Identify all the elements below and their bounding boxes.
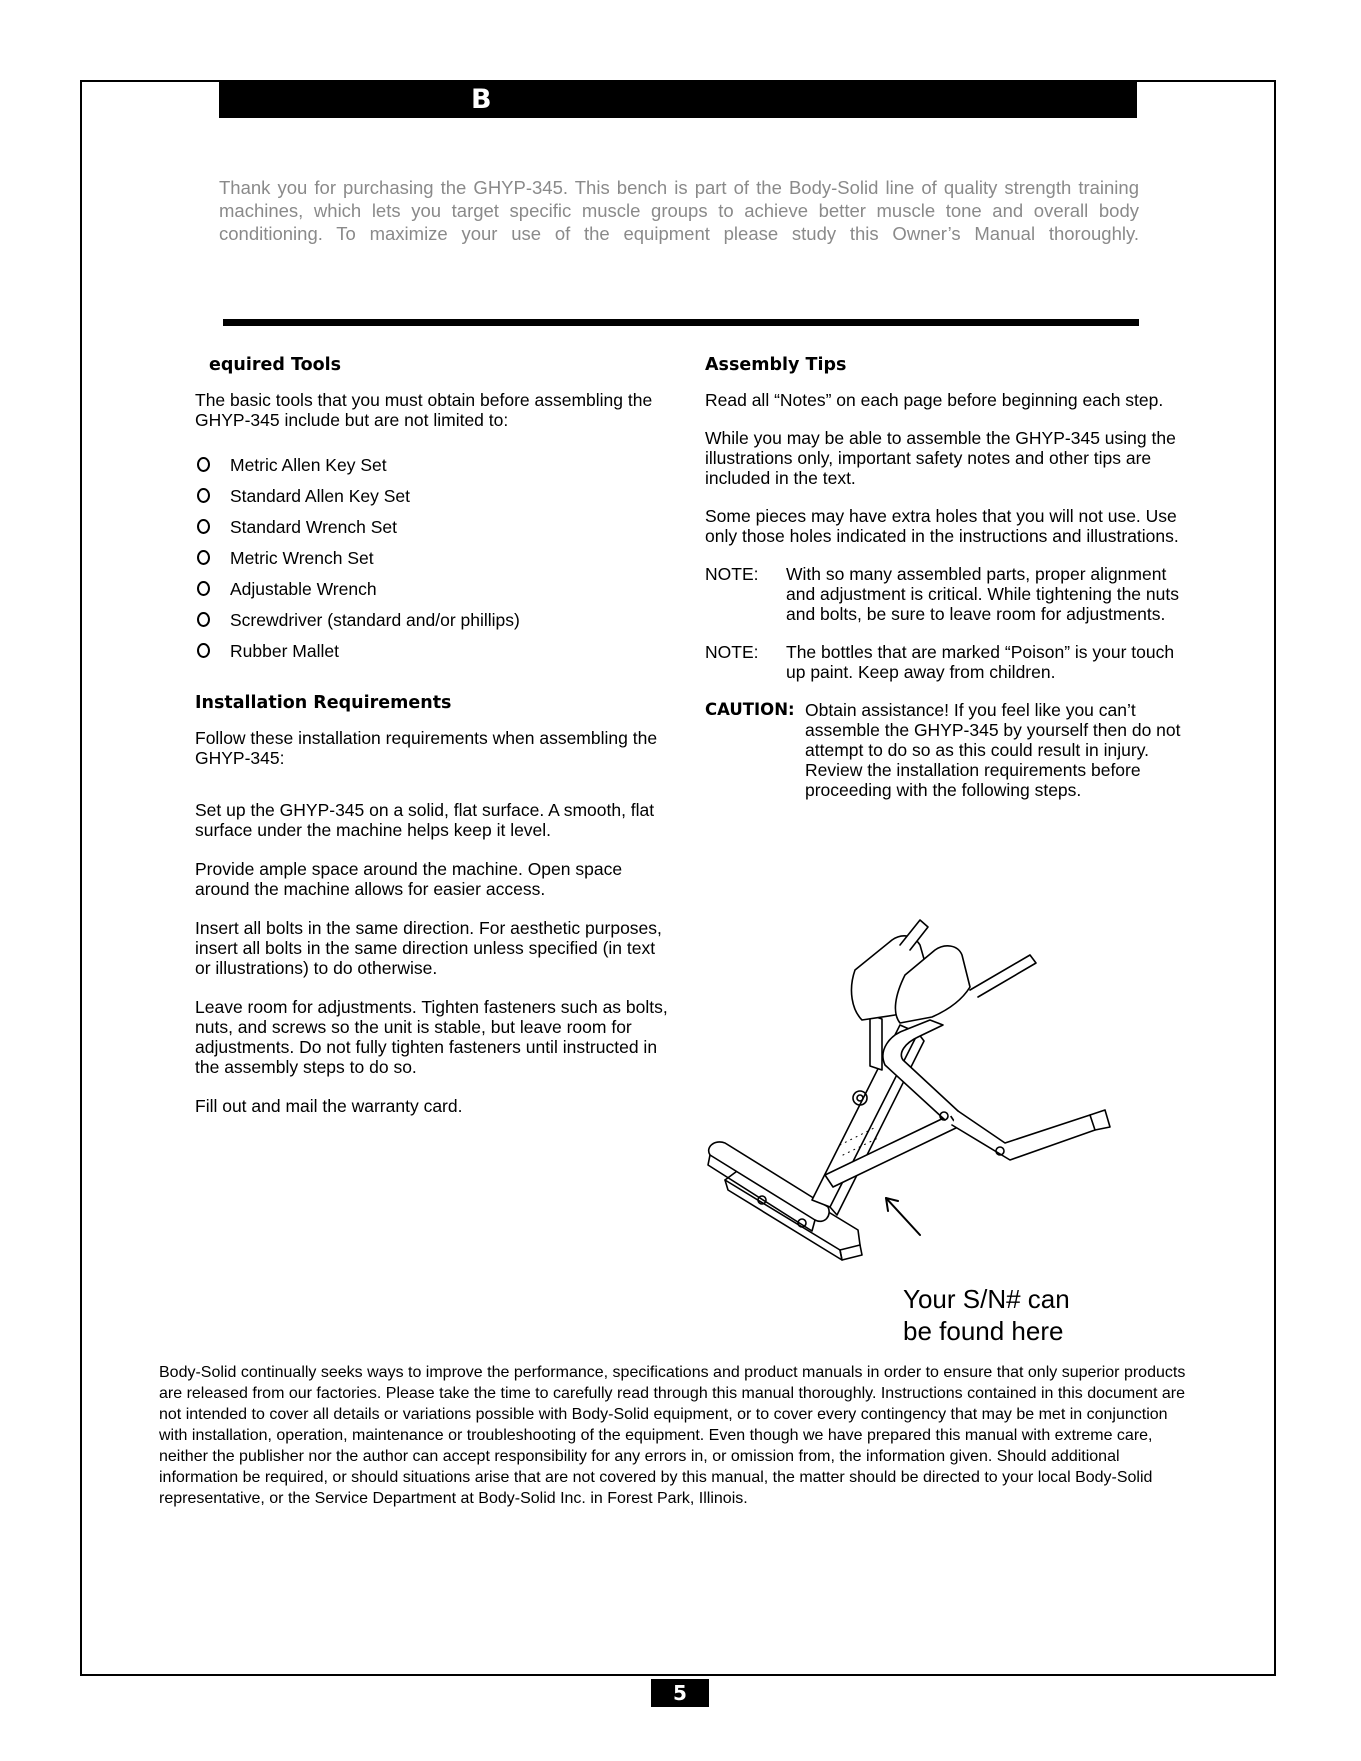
serial-number-callout: Your S/N# can be found here — [903, 1284, 1070, 1346]
required-tools-heading: equired Tools — [209, 355, 342, 375]
circle-bullet-icon — [197, 488, 210, 503]
assembly-tip: Read all “Notes” on each page before beginning each step. — [705, 390, 1164, 410]
caution-text: Obtain assistance! If you feel like you can’t assemble the GHYP-345 by yourself then do not attempt to do so as this could result in injury. Review the installation requirements before proceeding with the following steps. — [805, 700, 1181, 800]
circle-bullet-icon — [197, 457, 210, 472]
circle-bullet-icon — [197, 581, 210, 596]
required-tools-intro: The basic tools that you must obtain before assembling the GHYP-345 include but are not limited to: — [195, 390, 653, 430]
assembly-tip: Some pieces may have extra holes that you will not use. Use only those holes indicated in the instructions and illustrations. — [705, 506, 1179, 546]
circle-bullet-icon — [197, 550, 210, 565]
list-item: Rubber Mallet — [195, 635, 675, 666]
list-item: Adjustable Wrench — [195, 573, 675, 604]
list-item: Screwdriver (standard and/or phillips) — [195, 604, 675, 635]
section-header-bar — [219, 82, 1137, 118]
list-item: Metric Wrench Set — [195, 542, 675, 573]
left-column — [195, 354, 675, 1116]
installation-item: Leave room for adjustments. Tighten fasteners such as bolts, nuts, and screws so the unit is stable, but leave room for adjustments. Do not fully tighten fasteners until instructed in the assembly steps to do so. — [195, 997, 668, 1077]
note-text: The bottles that are marked “Poison” is your touch up paint. Keep away from children. — [786, 642, 1175, 682]
assembly-tip: While you may be able to assemble the GHYP-345 using the illustrations only, important safety notes and other tips are included in the text. — [705, 428, 1176, 488]
circle-bullet-icon — [197, 519, 210, 534]
intro-paragraph: Thank you for purchasing the GHYP-345. This bench is part of the Body-Solid line of quality strength training machines, which lets you target specific muscle groups to achieve better muscle tone and overall body conditioning. To maximize your use of the equipment please study this Owner’s Manual thoroughly. — [219, 177, 1139, 244]
section-divider — [223, 319, 1139, 326]
note-label: NOTE: — [705, 564, 759, 584]
installation-requirements-heading: Installation Requirements — [195, 693, 452, 713]
note-block — [705, 642, 1195, 682]
bench-illustration — [700, 915, 1140, 1325]
right-column — [705, 354, 1195, 800]
circle-bullet-icon — [197, 612, 210, 627]
circle-bullet-icon — [197, 643, 210, 658]
note-text: With so many assembled parts, proper alignment and adjustment is critical. While tightening the nuts and bolts, be sure to leave room for adjustments. — [786, 564, 1179, 624]
installation-item: Fill out and mail the warranty card. — [195, 1096, 463, 1116]
installation-item: Provide ample space around the machine. Open space around the machine allows for easier access. — [195, 859, 623, 899]
list-item: Standard Wrench Set — [195, 511, 675, 542]
list-item: Metric Allen Key Set — [195, 449, 675, 480]
section-header-letter: B — [471, 84, 492, 115]
caution-label: CAUTION: — [705, 700, 795, 719]
assembly-tips-heading: Assembly Tips — [705, 355, 847, 375]
installation-item: Set up the GHYP-345 on a solid, flat surface. A smooth, flat surface under the machine helps keep it level. — [195, 800, 655, 840]
page-number: 5 — [651, 1679, 709, 1707]
installation-intro: Follow these installation requirements when assembling the GHYP-345: — [195, 728, 658, 768]
tools-list — [195, 449, 675, 666]
caution-block — [705, 700, 1195, 800]
note-label: NOTE: — [705, 642, 759, 662]
note-block — [705, 564, 1195, 624]
list-item: Standard Allen Key Set — [195, 480, 675, 511]
disclaimer-paragraph: Body-Solid continually seeks ways to improve the performance, specifications and product manuals in order to ensure that only superior products are released from our factories. Please take the time to carefully read through this manual thoroughly. Instructions contained in this document are not intended to cover all details or variations possible with Body-Solid equipment, or to cover every contingency that may be met in conjunction with installation, operation, maintenance or troubleshooting of the equipment. Even though we have prepared this manual with extreme care, neither the publisher nor the author can accept responsibility for any errors in, or omission from, the information given. Should additional information be required, or should situations arise that are not covered by this manual, the matter should be directed to your local Body-Solid representative, or the Service Department at Body-Solid Inc. in Forest Park, Illinois. — [159, 1364, 1186, 1507]
installation-item: Insert all bolts in the same direction. For aesthetic purposes, insert all bolts in the same direction unless specified (in text or illustrations) to do otherwise. — [195, 918, 662, 978]
